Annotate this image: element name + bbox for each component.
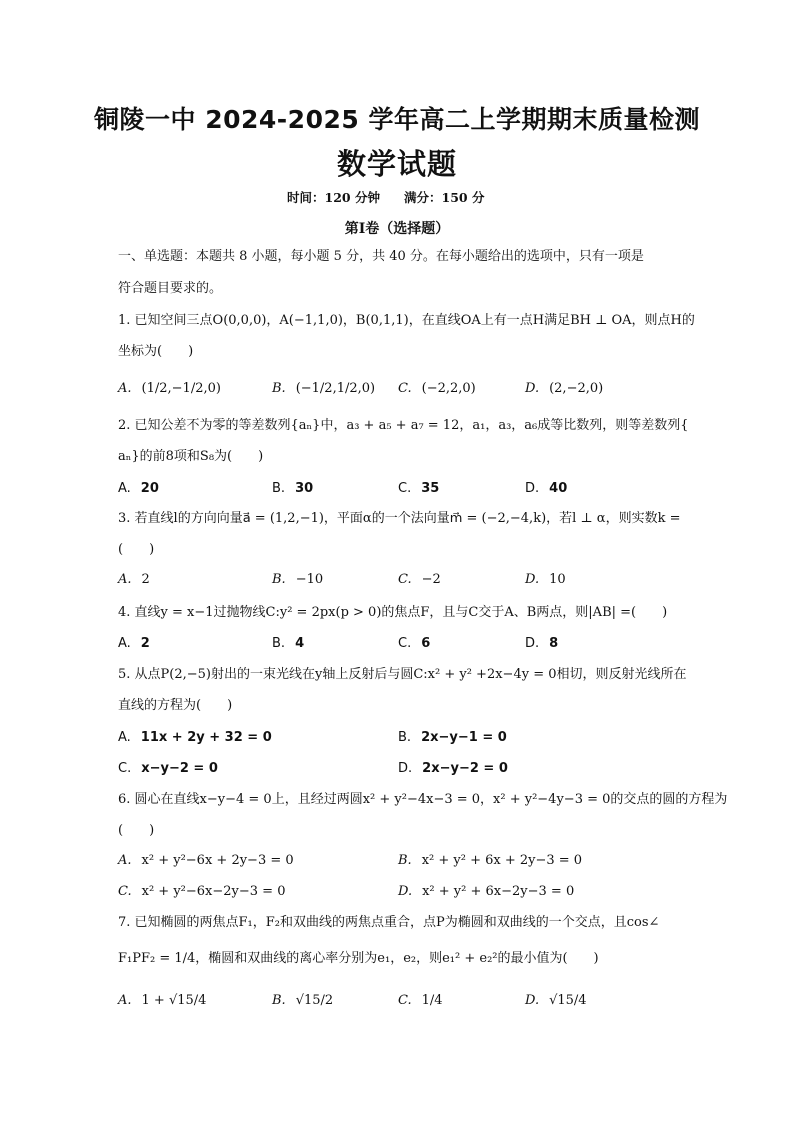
question-2-option-b: B. 30 xyxy=(272,481,314,496)
question-6-option-d: D. x² + y² + 6x−2y−3 = 0 xyxy=(398,884,575,899)
section-heading: 第Ⅰ卷（选择题） xyxy=(344,221,450,237)
question-2-option-c: C. 35 xyxy=(398,481,440,496)
question-7-line-1: 7. 已知椭圆的两焦点F₁，F₂和双曲线的两焦点重合，点P为椭圆和双曲线的一个交点，且cos∠ xyxy=(118,915,660,930)
question-4-option-a: A. 2 xyxy=(118,636,150,651)
instructions-line-1: 一、单选题：本题共 8 小题，每小题 5 分，共 40 分。在每小题给出的选项中，只有一项是 xyxy=(118,249,644,264)
question-5-option-c: C. x−y−2 = 0 xyxy=(118,761,218,776)
question-4-option-b: B. 4 xyxy=(272,636,305,651)
question-7-option-a: A. 1 + √15/4 xyxy=(118,993,207,1008)
question-5-option-b: B. 2x−y−1 = 0 xyxy=(398,730,507,745)
question-2-line-2: aₙ}的前8项和S₈为( ) xyxy=(118,449,264,464)
question-5-option-a: A. 11x + 2y + 32 = 0 xyxy=(118,730,272,745)
question-6-option-a: A. x² + y²−6x + 2y−3 = 0 xyxy=(118,853,294,868)
exam-full-score: 满分：150 分 xyxy=(404,190,485,205)
question-4-option-d: D. 8 xyxy=(525,636,559,651)
question-7-option-b: B. √15/2 xyxy=(272,993,334,1008)
question-3-option-b: B. −10 xyxy=(272,572,324,587)
question-4-option-c: C. 6 xyxy=(398,636,431,651)
question-5-line-2: 直线的方程为( ) xyxy=(118,698,233,713)
question-1-line-1: 1. 已知空间三点O(0,0,0)，A(−1,1,0)，B(0,1,1)，在直线OA上有一点H满足BH ⊥ OA，则点H的 xyxy=(118,313,695,328)
exam-time: 时间：120 分钟 xyxy=(287,190,380,205)
question-3-option-c: C. −2 xyxy=(398,572,441,587)
question-2-option-a: A. 20 xyxy=(118,481,159,496)
question-5-line-1: 5. 从点P(2,−5)射出的一束光线在y轴上反射后与圆C:x² + y² +2x−4y = 0相切，则反射光线所在 xyxy=(118,667,687,682)
question-1-option-a: A. (1/2,−1/2,0) xyxy=(118,381,221,396)
question-6-option-b: B. x² + y² + 6x + 2y−3 = 0 xyxy=(398,853,583,868)
question-3-option-a: A. 2 xyxy=(118,572,150,587)
question-1-option-b: B. (−1/2,1/2,0) xyxy=(272,381,376,396)
question-3-line-2: ( ) xyxy=(118,542,155,557)
question-5-option-d: D. 2x−y−2 = 0 xyxy=(398,761,508,776)
question-4-line-1: 4. 直线y = x−1过抛物线C:y² = 2px(p > 0)的焦点F，且与C交于A、B两点，则|AB| =( ) xyxy=(118,605,668,620)
question-6-line-2: ( ) xyxy=(118,823,155,838)
question-3-option-d: D. 10 xyxy=(525,572,566,587)
question-2-line-1: 2. 已知公差不为零的等差数列{aₙ}中，a₃ + a₅ + a₇ = 12，a₁，a₃，a₆成等比数列，则等差数列{ xyxy=(118,418,689,433)
question-1-line-2: 坐标为( ) xyxy=(118,344,194,359)
question-6-line-1: 6. 圆心在直线x−y−4 = 0上，且经过两圆x² + y²−4x−3 = 0，x² + y²−4y−3 = 0的交点的圆的方程为 xyxy=(118,792,728,807)
question-7-option-d: D. √15/4 xyxy=(525,993,587,1008)
question-1-option-c: C. (−2,2,0) xyxy=(398,381,476,396)
question-7-line-2: F₁PF₂ = 1/4，椭圆和双曲线的离心率分别为e₁，e₂，则e₁² + e₂²的最小值为( ) xyxy=(118,951,599,966)
question-2-option-d: D. 40 xyxy=(525,481,568,496)
exam-title: 铜陵一中 2024-2025 学年高二上学期期末质量检测 xyxy=(94,105,700,134)
exam-subject-title: 数学试题 xyxy=(336,147,457,181)
question-7-option-c: C. 1/4 xyxy=(398,993,443,1008)
instructions-line-2: 符合题目要求的。 xyxy=(118,281,223,296)
question-1-option-d: D. (2,−2,0) xyxy=(525,381,604,396)
question-3-line-1: 3. 若直线l的方向向量a⃗ = (1,2,−1)，平面α的一个法向量m⃗ = (−2,−4,k)，若l ⊥ α，则实数k = xyxy=(118,511,681,526)
question-6-option-c: C. x² + y²−6x−2y−3 = 0 xyxy=(118,884,286,899)
